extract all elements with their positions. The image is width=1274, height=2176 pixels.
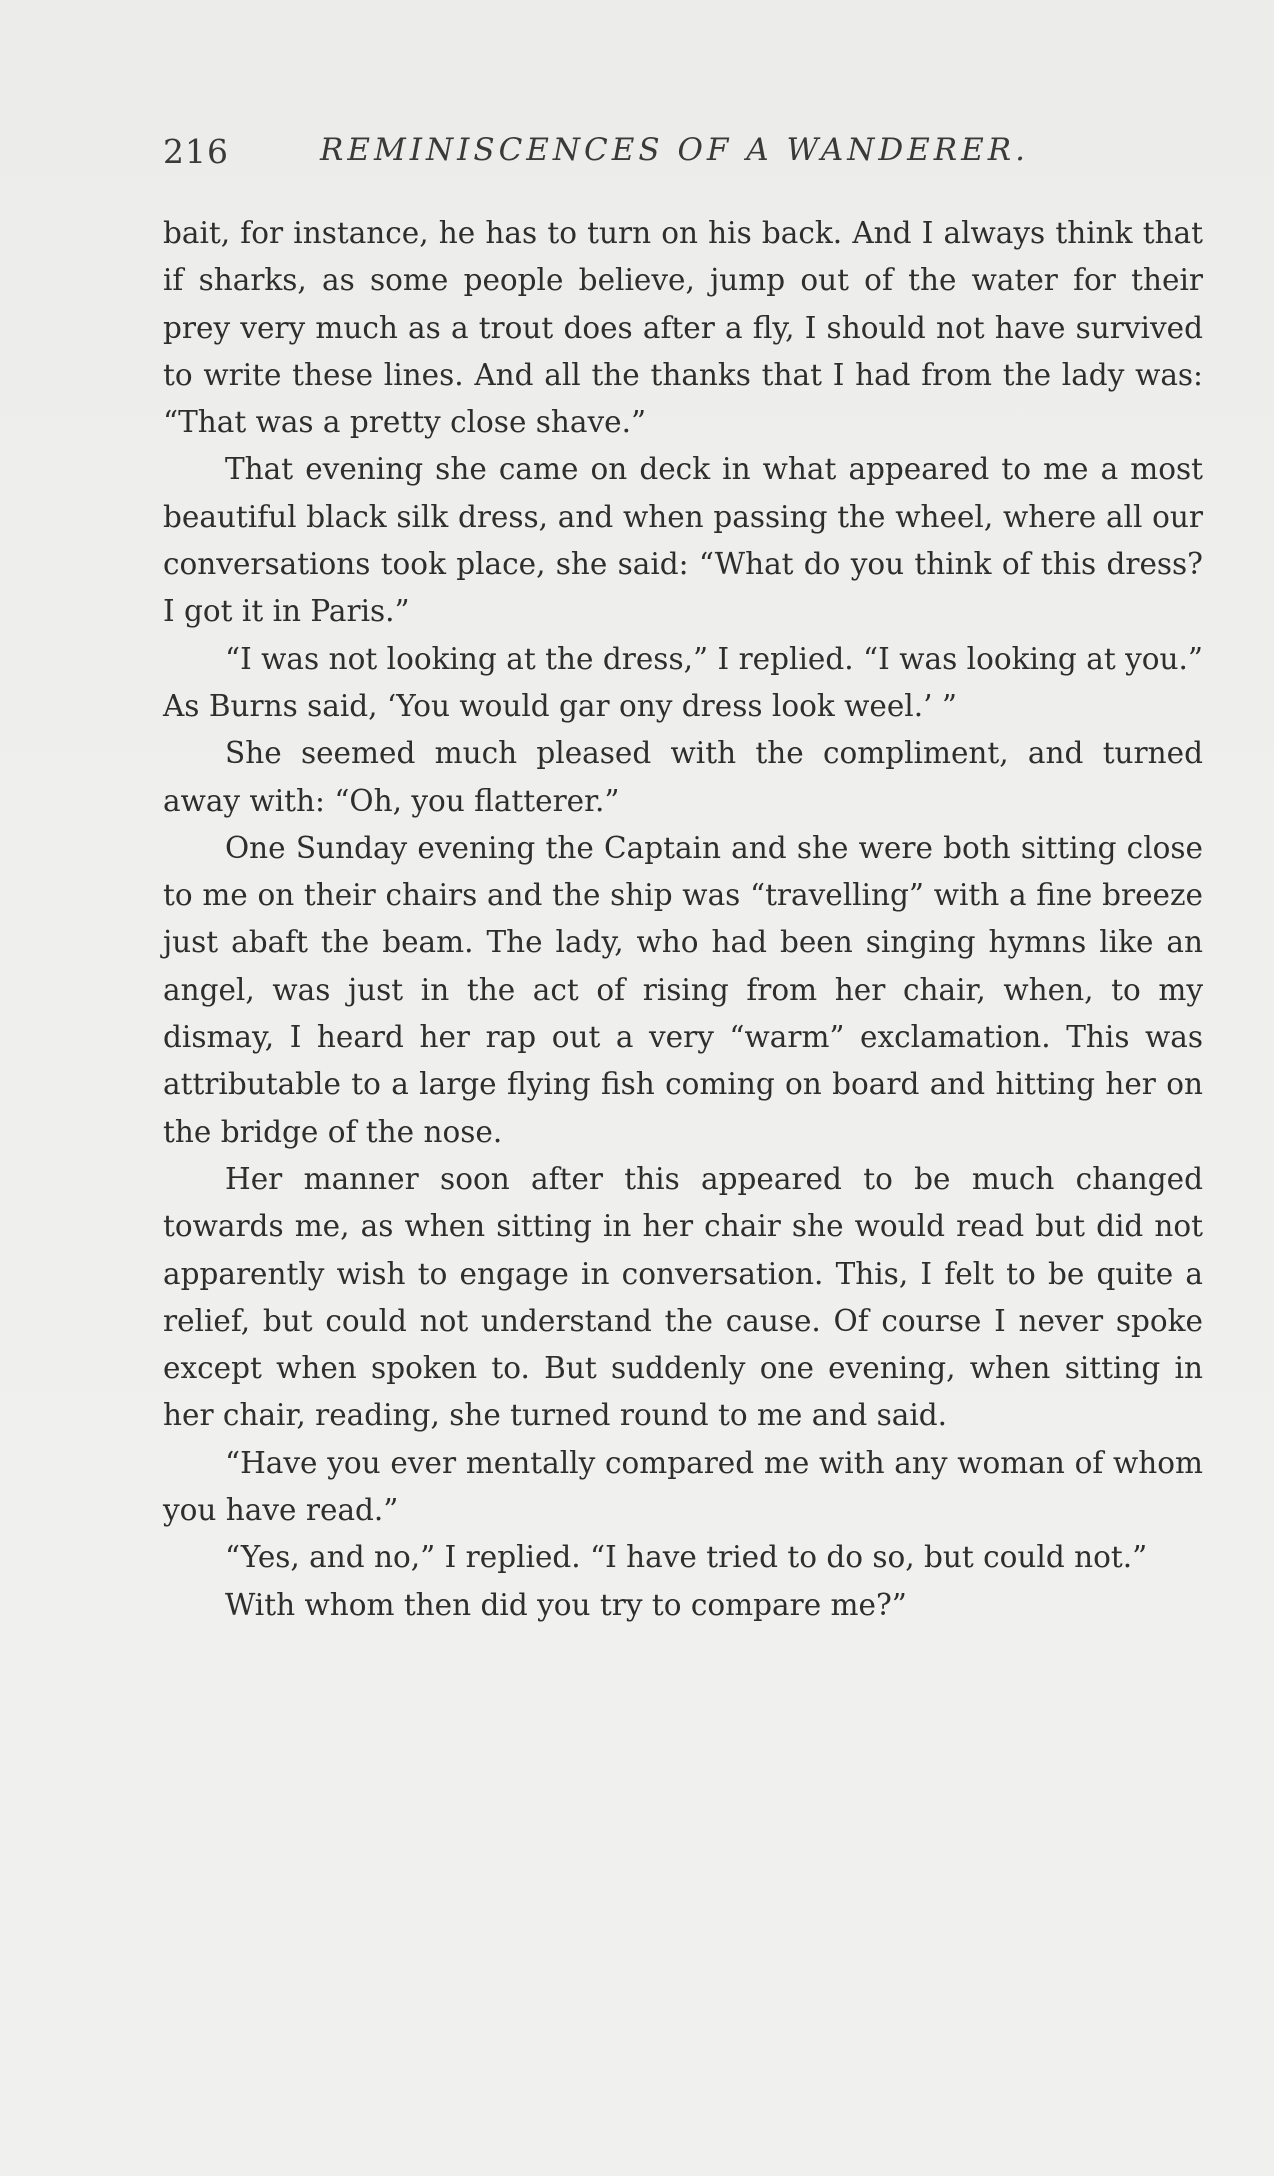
paragraph: “I was not looking at the dress,” I replied. “I was looking at you.” As Burns said, ‘You would gar ony dress look weel.’ ”: [163, 641, 1203, 723]
paragraph: She seemed much pleased with the compliment, and turned away with: “Oh, you flatterer.”: [163, 736, 1203, 818]
paragraph: That evening she came on deck in what appeared to me a most beautiful black silk dress, and when passing the wheel, where all our conversations took place, she said: “What do you think of this dress? I got it in Paris.”: [163, 452, 1203, 629]
paragraph: With whom then did you try to compare me?”: [225, 1587, 907, 1622]
body-text: [163, 210, 1203, 1629]
paragraph: One Sunday evening the Captain and she were both sitting close to me on their chairs and the ship was “travelling” with a fine breeze just abaft the beam. The lady, who had been singing hymns like an angel, was just in the act of rising from her chair, when, to my dismay, I heard her rap out a very “warm” exclamation. This was attributable to a large flying fish coming on board and hitting her on the bridge of the nose.: [163, 830, 1203, 1149]
paragraph: bait, for instance, he has to turn on his back. And I always think that if sharks, as some people believe, jump out of the water for their prey very much as a trout does after a fly, I should not have survived to write these lines. And all the thanks that I had from the lady was: “That was a pretty close shave.”: [163, 216, 1203, 440]
page-number: 216: [163, 132, 229, 171]
paragraph: “Have you ever mentally compared me with any woman of whom you have read.”: [163, 1445, 1203, 1528]
running-head: REMINISCENCES OF A WANDERER.: [320, 132, 1029, 168]
page-header: [163, 132, 1203, 182]
paragraph: Her manner soon after this appeared to be much changed towards me, as when sitting in her chair she would read but did not apparently wish to engage in conversation. This, I felt to be quite a relief, but could not understand the cause. Of course I never spoke except when spoken to. But suddenly one evening, when sitting in her chair, reading, she turned round to me and said.: [163, 1161, 1203, 1433]
paragraph: “Yes, and no,” I replied. “I have tried to do so, but could not.”: [225, 1540, 1148, 1575]
